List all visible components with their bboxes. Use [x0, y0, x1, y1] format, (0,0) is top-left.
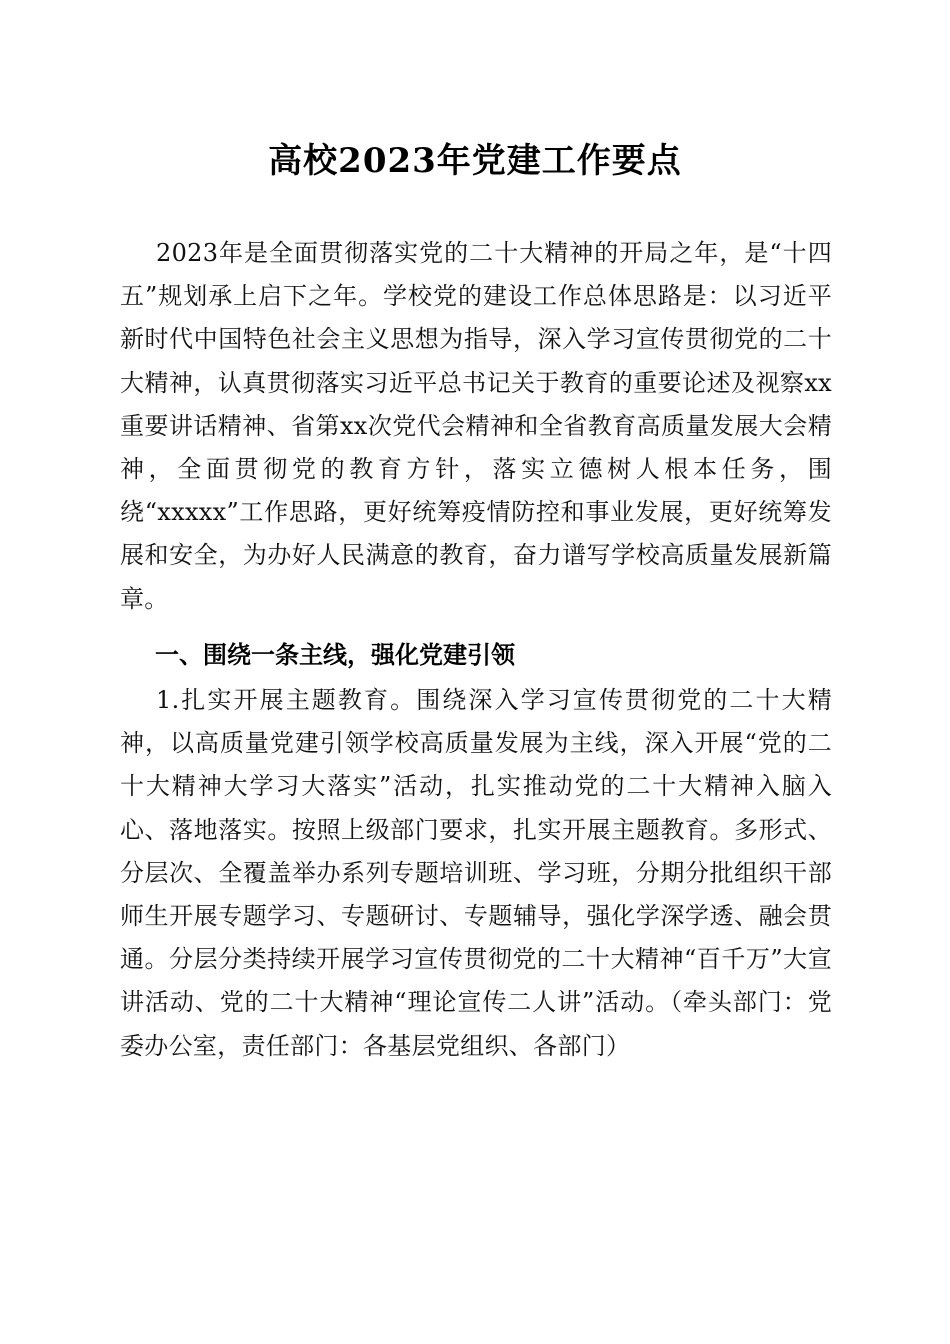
- section-heading: 一、围绕一条主线，强化党建引领: [155, 641, 515, 669]
- page-title: 高校2023年党建工作要点: [268, 141, 682, 181]
- intro-paragraph: 2023年是全面贯彻落实党的二十大精神的开局之年，是“十四五”规划承上启下之年。学校党的建设工作总体思路是：以习近平新时代中国特色社会主义思想为指导，深入学习宣传贯彻党的二十大精神，认真贯彻落实习近平总书记关于教育的重要论述及视察xx重要讲话精神、省第xx次党代会精神和全省教育高质量发展大会精神，全面贯彻党的教育方针，落实立德树人根本任务，围绕“xxxxx”工作思路，更好统筹疫情防控和事业发展，更好统筹发展和安全，为办好人民满意的教育，奋力谱写学校高质量发展新篇章。: [120, 239, 832, 613]
- item-paragraph: 1.扎实开展主题教育。围绕深入学习宣传贯彻党的二十大精神，以高质量党建引领学校高质量发展为主线，深入开展“党的二十大精神大学习大落实”活动，扎实推动党的二十大精神入脑入心、落地落实。按照上级部门要求，扎实开展主题教育。多形式、分层次、全覆盖举办系列专题培训班、学习班，分期分批组织干部师生开展专题学习、专题研讨、专题辅导，强化学深学透、融会贯通。分层分类持续开展学习宣传贯彻党的二十大精神“百千万”大宣讲活动、党的二十大精神“理论宣传二人讲”活动。（牵头部门：党委办公室，责任部门：各基层党组织、各部门）: [120, 686, 832, 1060]
